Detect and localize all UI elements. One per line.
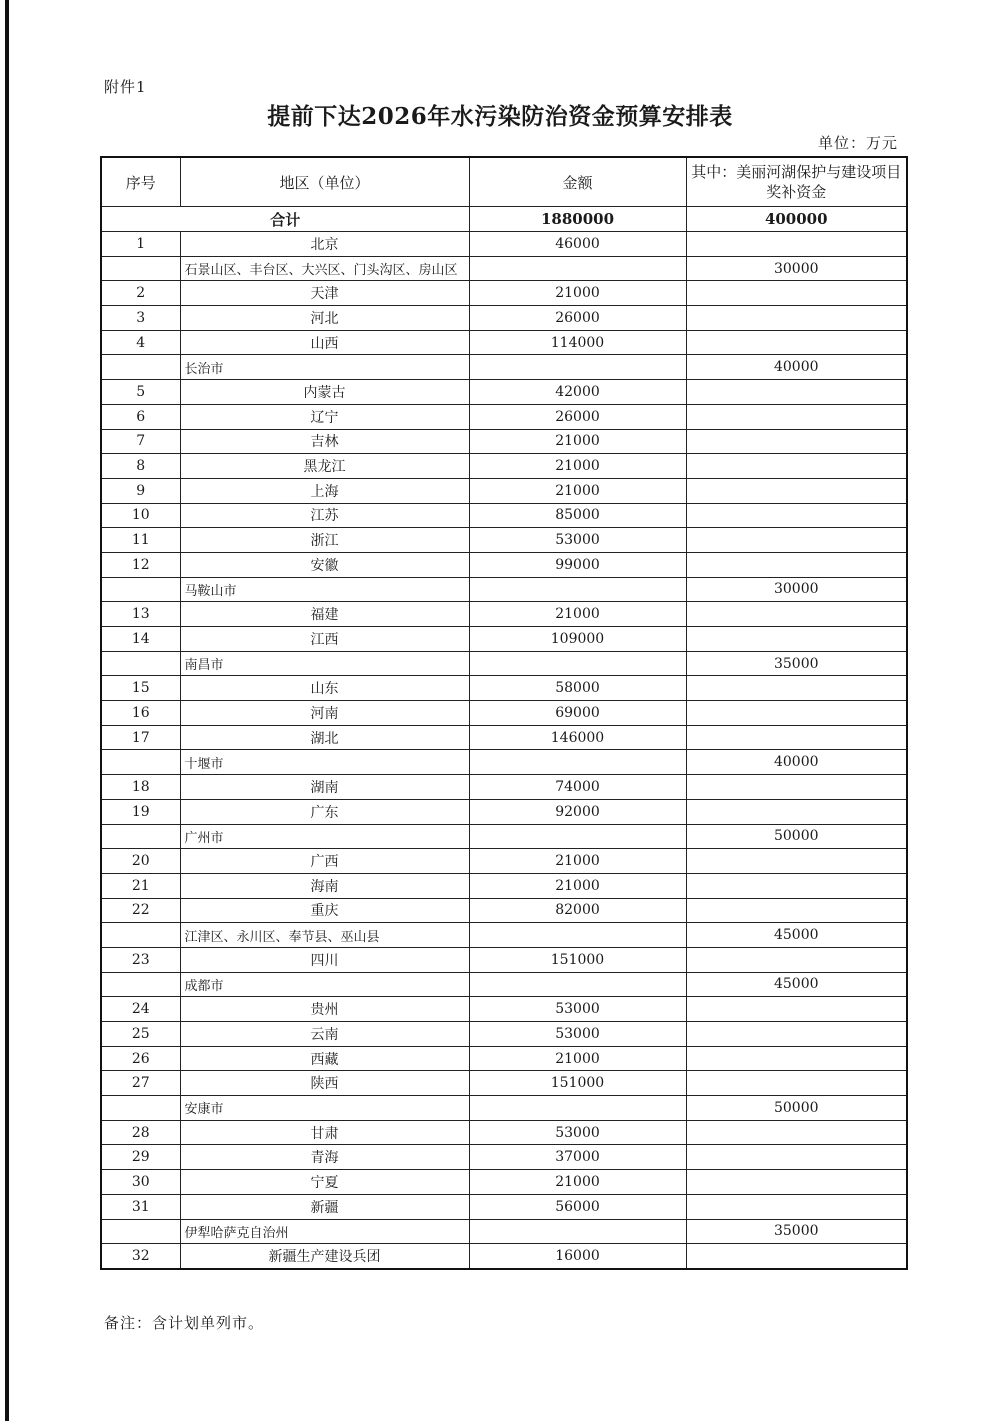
cell-seq — [101, 651, 180, 676]
cell-seq: 23 — [101, 947, 180, 972]
cell-region: 贵州 — [180, 997, 469, 1022]
cell-sub-amount — [686, 799, 907, 824]
cell-seq: 13 — [101, 602, 180, 627]
table-row — [101, 1244, 907, 1269]
table-row — [101, 429, 907, 454]
cell-sub-amount — [686, 306, 907, 331]
table-row — [101, 552, 907, 577]
cell-amount: 37000 — [469, 1145, 686, 1170]
table-subrow — [101, 256, 907, 281]
cell-seq: 28 — [101, 1120, 180, 1145]
total-sub-amount: 400000 — [686, 207, 907, 232]
cell-region: 河北 — [180, 306, 469, 331]
cell-seq: 19 — [101, 799, 180, 824]
cell-amount: 16000 — [469, 1244, 686, 1269]
cell-sub-amount — [686, 873, 907, 898]
header-sub-amount: 其中：美丽河湖保护与建设项目奖补资金 — [686, 157, 907, 207]
cell-seq: 7 — [101, 429, 180, 454]
table-subrow — [101, 1096, 907, 1121]
table-subrow — [101, 923, 907, 948]
cell-region: 宁夏 — [180, 1170, 469, 1195]
cell-amount: 26000 — [469, 306, 686, 331]
cell-seq — [101, 972, 180, 997]
total-amount: 1880000 — [469, 207, 686, 232]
cell-sub-amount: 50000 — [686, 824, 907, 849]
table-row — [101, 627, 907, 652]
cell-sub-amount — [686, 1120, 907, 1145]
cell-sub-amount — [686, 997, 907, 1022]
cell-seq: 14 — [101, 627, 180, 652]
table-row — [101, 232, 907, 257]
cell-region: 山东 — [180, 676, 469, 701]
table-row — [101, 1145, 907, 1170]
table-subrow — [101, 972, 907, 997]
total-row — [101, 207, 907, 232]
cell-region: 云南 — [180, 1022, 469, 1047]
cell-region: 伊犁哈萨克自治州 — [180, 1219, 469, 1244]
cell-seq: 11 — [101, 528, 180, 553]
cell-region: 成都市 — [180, 972, 469, 997]
cell-sub-amount: 30000 — [686, 256, 907, 281]
cell-region: 广西 — [180, 849, 469, 874]
table-row — [101, 725, 907, 750]
table-subrow — [101, 355, 907, 380]
table-subrow — [101, 577, 907, 602]
cell-seq — [101, 577, 180, 602]
cell-sub-amount — [686, 528, 907, 553]
cell-seq — [101, 1096, 180, 1121]
cell-sub-amount: 50000 — [686, 1096, 907, 1121]
cell-seq — [101, 750, 180, 775]
cell-region: 浙江 — [180, 528, 469, 553]
table-row — [101, 775, 907, 800]
cell-amount: 99000 — [469, 552, 686, 577]
cell-amount — [469, 972, 686, 997]
cell-region: 湖南 — [180, 775, 469, 800]
cell-sub-amount: 45000 — [686, 972, 907, 997]
cell-sub-amount — [686, 232, 907, 257]
cell-region: 安康市 — [180, 1096, 469, 1121]
table-row — [101, 676, 907, 701]
cell-region: 青海 — [180, 1145, 469, 1170]
cell-amount — [469, 577, 686, 602]
cell-region: 吉林 — [180, 429, 469, 454]
table-row — [101, 1120, 907, 1145]
table-row — [101, 528, 907, 553]
cell-seq: 22 — [101, 898, 180, 923]
cell-region: 广州市 — [180, 824, 469, 849]
cell-seq: 27 — [101, 1071, 180, 1096]
cell-amount: 21000 — [469, 873, 686, 898]
cell-amount: 114000 — [469, 330, 686, 355]
cell-amount: 109000 — [469, 627, 686, 652]
table-row — [101, 1022, 907, 1047]
cell-amount: 53000 — [469, 997, 686, 1022]
cell-sub-amount — [686, 429, 907, 454]
cell-amount — [469, 824, 686, 849]
cell-sub-amount — [686, 775, 907, 800]
cell-seq: 2 — [101, 281, 180, 306]
cell-sub-amount — [686, 503, 907, 528]
cell-amount: 42000 — [469, 380, 686, 405]
cell-sub-amount — [686, 1071, 907, 1096]
cell-seq: 21 — [101, 873, 180, 898]
cell-sub-amount — [686, 1194, 907, 1219]
cell-amount — [469, 1219, 686, 1244]
cell-seq: 12 — [101, 552, 180, 577]
cell-seq: 16 — [101, 701, 180, 726]
cell-region: 南昌市 — [180, 651, 469, 676]
cell-seq: 1 — [101, 232, 180, 257]
cell-amount: 92000 — [469, 799, 686, 824]
cell-amount: 21000 — [469, 454, 686, 479]
cell-amount: 21000 — [469, 849, 686, 874]
header-seq: 序号 — [101, 157, 180, 207]
footnote: 备注：含计划单列市。 — [104, 1314, 265, 1332]
cell-seq: 25 — [101, 1022, 180, 1047]
table-row — [101, 849, 907, 874]
cell-seq: 8 — [101, 454, 180, 479]
cell-sub-amount: 45000 — [686, 923, 907, 948]
table-row — [101, 1046, 907, 1071]
cell-amount: 53000 — [469, 528, 686, 553]
cell-sub-amount — [686, 898, 907, 923]
cell-amount — [469, 651, 686, 676]
cell-sub-amount — [686, 947, 907, 972]
cell-seq: 32 — [101, 1244, 180, 1269]
cell-region: 新疆生产建设兵团 — [180, 1244, 469, 1269]
cell-sub-amount — [686, 627, 907, 652]
cell-region: 江苏 — [180, 503, 469, 528]
cell-region: 海南 — [180, 873, 469, 898]
table-header-row — [101, 157, 907, 207]
cell-region: 湖北 — [180, 725, 469, 750]
cell-sub-amount — [686, 1022, 907, 1047]
cell-seq: 9 — [101, 478, 180, 503]
cell-sub-amount: 40000 — [686, 750, 907, 775]
table-row — [101, 799, 907, 824]
cell-seq: 18 — [101, 775, 180, 800]
cell-amount: 151000 — [469, 1071, 686, 1096]
cell-seq — [101, 256, 180, 281]
table-row — [101, 330, 907, 355]
cell-region: 四川 — [180, 947, 469, 972]
cell-seq: 5 — [101, 380, 180, 405]
cell-region: 重庆 — [180, 898, 469, 923]
table-subrow — [101, 1219, 907, 1244]
table-row — [101, 1071, 907, 1096]
cell-seq: 6 — [101, 404, 180, 429]
cell-amount: 82000 — [469, 898, 686, 923]
cell-amount: 74000 — [469, 775, 686, 800]
total-label: 合计 — [101, 207, 469, 232]
cell-amount: 53000 — [469, 1120, 686, 1145]
cell-amount — [469, 923, 686, 948]
table-row — [101, 454, 907, 479]
cell-sub-amount — [686, 725, 907, 750]
cell-region: 山西 — [180, 330, 469, 355]
header-region: 地区（单位） — [180, 157, 469, 207]
cell-region: 辽宁 — [180, 404, 469, 429]
cell-sub-amount: 30000 — [686, 577, 907, 602]
table-subrow — [101, 750, 907, 775]
table-row — [101, 380, 907, 405]
cell-region: 新疆 — [180, 1194, 469, 1219]
document-title: 提前下达2026年水污染防治资金预算安排表 — [267, 103, 733, 130]
cell-region: 广东 — [180, 799, 469, 824]
table-subrow — [101, 651, 907, 676]
cell-amount: 53000 — [469, 1022, 686, 1047]
cell-sub-amount — [686, 849, 907, 874]
cell-amount: 21000 — [469, 478, 686, 503]
cell-sub-amount — [686, 404, 907, 429]
cell-amount: 69000 — [469, 701, 686, 726]
table-row — [101, 997, 907, 1022]
cell-amount: 146000 — [469, 725, 686, 750]
cell-amount — [469, 1096, 686, 1121]
cell-amount: 26000 — [469, 404, 686, 429]
cell-amount: 21000 — [469, 602, 686, 627]
cell-amount: 56000 — [469, 1194, 686, 1219]
cell-sub-amount — [686, 330, 907, 355]
cell-seq: 15 — [101, 676, 180, 701]
table-row — [101, 281, 907, 306]
table-row — [101, 503, 907, 528]
table-subrow — [101, 824, 907, 849]
scan-edge-border — [5, 0, 9, 1421]
cell-seq: 17 — [101, 725, 180, 750]
cell-seq: 30 — [101, 1170, 180, 1195]
cell-region: 西藏 — [180, 1046, 469, 1071]
cell-amount: 46000 — [469, 232, 686, 257]
table-row — [101, 478, 907, 503]
table-row — [101, 306, 907, 331]
cell-seq — [101, 824, 180, 849]
cell-amount: 21000 — [469, 281, 686, 306]
cell-sub-amount: 35000 — [686, 1219, 907, 1244]
cell-seq: 24 — [101, 997, 180, 1022]
cell-region: 江津区、永川区、奉节县、巫山县 — [180, 923, 469, 948]
cell-region: 长治市 — [180, 355, 469, 380]
cell-amount: 58000 — [469, 676, 686, 701]
cell-seq: 31 — [101, 1194, 180, 1219]
cell-seq: 10 — [101, 503, 180, 528]
cell-amount — [469, 256, 686, 281]
cell-seq: 26 — [101, 1046, 180, 1071]
cell-seq: 29 — [101, 1145, 180, 1170]
cell-amount — [469, 750, 686, 775]
cell-sub-amount: 35000 — [686, 651, 907, 676]
cell-region: 内蒙古 — [180, 380, 469, 405]
cell-region: 马鞍山市 — [180, 577, 469, 602]
cell-sub-amount — [686, 1046, 907, 1071]
cell-region: 北京 — [180, 232, 469, 257]
table-row — [101, 1194, 907, 1219]
cell-seq — [101, 355, 180, 380]
cell-sub-amount: 40000 — [686, 355, 907, 380]
cell-sub-amount — [686, 602, 907, 627]
cell-amount: 21000 — [469, 1170, 686, 1195]
table-row — [101, 1170, 907, 1195]
cell-sub-amount — [686, 1244, 907, 1269]
cell-region: 甘肃 — [180, 1120, 469, 1145]
attachment-label: 附件1 — [104, 78, 147, 96]
cell-sub-amount — [686, 552, 907, 577]
cell-amount — [469, 355, 686, 380]
cell-region: 黑龙江 — [180, 454, 469, 479]
cell-seq: 4 — [101, 330, 180, 355]
cell-amount: 85000 — [469, 503, 686, 528]
cell-sub-amount — [686, 478, 907, 503]
cell-region: 上海 — [180, 478, 469, 503]
table-row — [101, 404, 907, 429]
cell-seq: 3 — [101, 306, 180, 331]
cell-region: 河南 — [180, 701, 469, 726]
table-row — [101, 873, 907, 898]
cell-region: 江西 — [180, 627, 469, 652]
cell-sub-amount — [686, 701, 907, 726]
cell-seq — [101, 1219, 180, 1244]
cell-region: 安徽 — [180, 552, 469, 577]
cell-region: 陕西 — [180, 1071, 469, 1096]
table-row — [101, 898, 907, 923]
budget-table — [100, 156, 908, 1270]
cell-sub-amount — [686, 1170, 907, 1195]
cell-sub-amount — [686, 380, 907, 405]
cell-seq — [101, 923, 180, 948]
unit-label: 单位：万元 — [817, 134, 898, 152]
cell-seq: 20 — [101, 849, 180, 874]
cell-region: 福建 — [180, 602, 469, 627]
header-amount: 金额 — [469, 157, 686, 207]
cell-amount: 21000 — [469, 429, 686, 454]
table-row — [101, 701, 907, 726]
table-row — [101, 947, 907, 972]
table-row — [101, 602, 907, 627]
cell-sub-amount — [686, 281, 907, 306]
cell-sub-amount — [686, 454, 907, 479]
cell-sub-amount — [686, 676, 907, 701]
cell-sub-amount — [686, 1145, 907, 1170]
cell-amount: 151000 — [469, 947, 686, 972]
cell-region: 十堰市 — [180, 750, 469, 775]
cell-region: 天津 — [180, 281, 469, 306]
cell-region: 石景山区、丰台区、大兴区、门头沟区、房山区 — [180, 256, 469, 281]
cell-amount: 21000 — [469, 1046, 686, 1071]
